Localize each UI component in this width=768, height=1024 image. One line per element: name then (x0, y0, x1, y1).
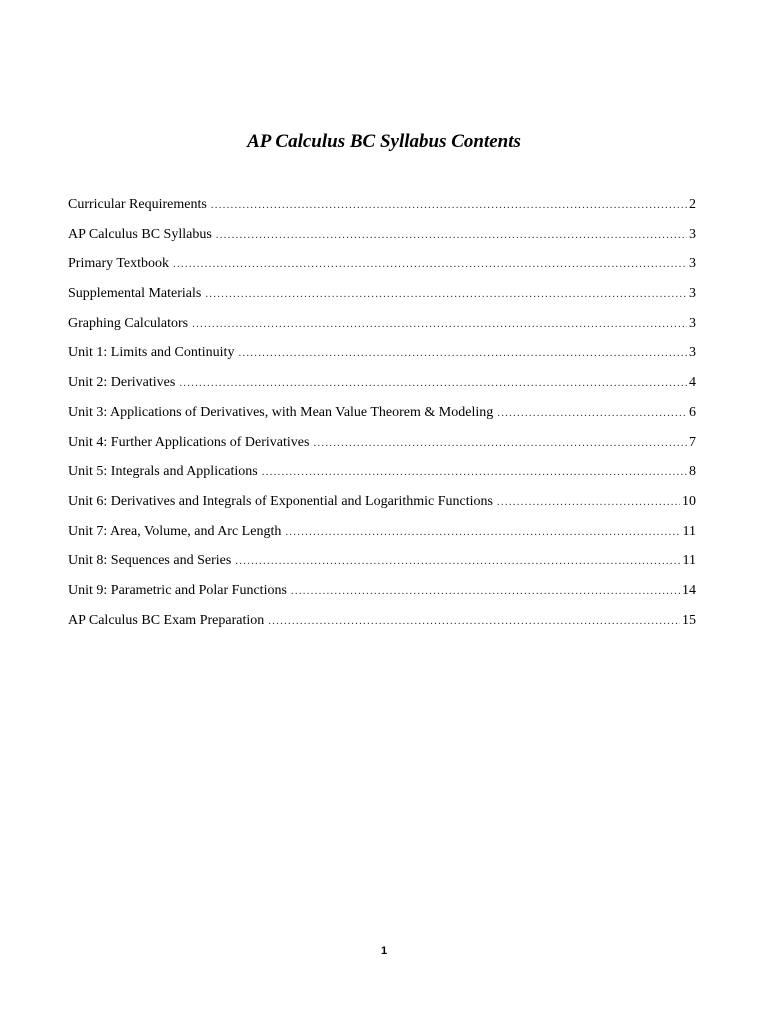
toc-entry[interactable] (68, 576, 696, 606)
toc-entry[interactable] (68, 368, 696, 398)
toc-entry[interactable] (68, 279, 696, 309)
toc-entry-page: 2 (689, 197, 696, 212)
toc-entry[interactable] (68, 606, 696, 636)
toc-entry-page: 3 (689, 286, 696, 302)
toc-entry[interactable] (68, 546, 696, 576)
toc-dot-leader (497, 399, 687, 429)
toc-entry-page: 11 (682, 523, 696, 539)
toc-dot-leader (291, 577, 680, 607)
toc-entry-page: 4 (689, 375, 696, 391)
toc-entry[interactable] (68, 398, 696, 428)
toc-entry-label: Graphing Calculators (68, 315, 189, 331)
page-number: 1 (380, 945, 388, 957)
toc-entry-page: 7 (689, 434, 696, 450)
toc-entry[interactable] (68, 249, 696, 279)
toc-entry-label: Primary Textbook (68, 256, 170, 272)
toc-entry-label: Curricular Requirements (68, 197, 207, 212)
toc-entry-page: 10 (682, 493, 696, 509)
toc-entry-label: Unit 3: Applications of Derivatives, with Mean Value Theorem & Modeling (68, 404, 494, 420)
toc-entry[interactable] (68, 457, 696, 487)
toc-entry-label: Unit 7: Area, Volume, and Arc Length (68, 523, 282, 539)
toc-entry-page: 15 (682, 612, 696, 628)
toc-entry[interactable] (68, 309, 696, 339)
toc-entry-label: Unit 2: Derivatives (68, 375, 176, 391)
toc-entry[interactable] (68, 487, 696, 517)
page-title: AP Calculus BC Syllabus Contents (247, 131, 521, 152)
toc-entry-label: AP Calculus BC Syllabus (68, 226, 212, 242)
toc-entry-label: Unit 4: Further Applications of Derivatives (68, 434, 310, 450)
toc-dot-leader (285, 518, 680, 548)
toc-entry-label: Unit 5: Integrals and Applications (68, 464, 258, 480)
toc-entry-label: AP Calculus BC Exam Preparation (68, 612, 265, 628)
toc-entry-page: 3 (689, 345, 696, 361)
toc-entry[interactable] (68, 220, 696, 250)
toc-dot-leader (179, 369, 687, 399)
toc-dot-leader (238, 339, 687, 369)
toc-dot-leader (192, 310, 687, 340)
toc-entry-label: Unit 6: Derivatives and Integrals of Exponential and Logarithmic Functions (68, 493, 493, 509)
toc-entry[interactable] (68, 517, 696, 547)
toc-dot-leader (497, 488, 680, 518)
toc-entry[interactable] (68, 190, 696, 220)
toc-entry-label: Unit 1: Limits and Continuity (68, 345, 235, 361)
table-of-contents (68, 190, 696, 635)
toc-entry-page: 3 (689, 226, 696, 242)
toc-entry-label: Unit 8: Sequences and Series (68, 553, 232, 569)
toc-dot-leader (313, 429, 687, 459)
toc-entry-label: Unit 9: Parametric and Polar Functions (68, 582, 287, 598)
toc-dot-leader (216, 221, 687, 251)
toc-entry-page: 3 (689, 315, 696, 331)
toc-dot-leader (211, 191, 687, 221)
toc-entry-page: 6 (689, 404, 696, 420)
toc-entry[interactable] (68, 338, 696, 368)
toc-entry-page: 14 (682, 582, 696, 598)
toc-entry-page: 8 (689, 464, 696, 480)
toc-entry-page: 11 (682, 553, 696, 569)
toc-dot-leader (262, 458, 687, 488)
toc-entry[interactable] (68, 428, 696, 458)
toc-dot-leader (173, 250, 687, 280)
toc-entry-label: Supplemental Materials (68, 286, 202, 302)
toc-entry-page: 3 (689, 256, 696, 272)
toc-dot-leader (235, 547, 680, 577)
toc-dot-leader (268, 607, 680, 637)
toc-dot-leader (205, 280, 687, 310)
